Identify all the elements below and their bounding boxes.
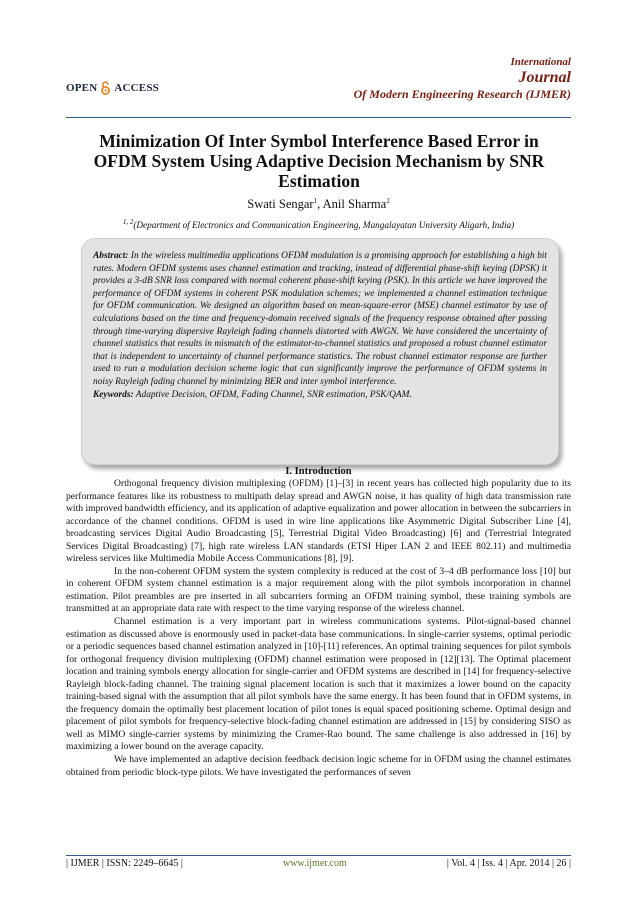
author-1-sup: 1	[313, 197, 318, 205]
paragraph: In the non-coherent OFDM system the system complexity is reduced at the cost of 3–4 dB performance loss [10] but in coherent OFDM system channel estimation is a major requirement along with the pilot symbols incorporation in channel estimation. Pilot preambles are pre inserted in all subcarriers forming an OFDM training symbol, these training symbols are transmitted at an appropriate data rate with respect to the time varying response of the wireless channel.	[66, 565, 571, 615]
header-rule	[66, 117, 571, 118]
footer-rule	[66, 855, 571, 856]
open-access-lock-icon	[100, 81, 111, 95]
section-heading: I. Introduction	[285, 466, 352, 477]
journal-line-1: International	[510, 56, 571, 68]
footer-website-link[interactable]: www.ijmer.com	[282, 858, 347, 869]
paragraph: We have implemented an adaptive decision feedback decision logic scheme for in OFDM using the channel estimates obtained from periodic block-type pilots. We have investigated the performances of seven	[66, 754, 571, 778]
footer-volume-info: | Vol. 4 | Iss. 4 | Apr. 2014 | 26 |	[446, 858, 571, 869]
open-access-logo	[66, 81, 159, 95]
affiliation-text: (Department of Electronics and Communication Engineering, Mangalayatan University Aligarh, India)	[133, 220, 515, 231]
abstract-label: Abstract:	[93, 251, 129, 261]
author-1: Swati Sengar	[247, 197, 314, 212]
paragraph: Channel estimation is a very important part in wireless communications systems. Pilot-signal-based channel estimation as discussed above is enormously used in packet-data base communications. In single-carrier systems, optimal periodic or a periodic sequences based channel estimation analyzed in [10]-[11] references. An optimal training sequences for pilot symbols for orthogonal frequency division multiplexing (OFDM) channel estimation were proposed in [12][13]. The Optimal placement location and training symbols energy allocation for single-carrier and OFDM systems are described in [14] for frequency-selective Rayleigh block-fading channel. The training signal placement location is such that it maximizes a lower bound on the capacity training-based signal with the assumption that all pilot symbols have the same energy. It has been found that in OFDM systems, in the frequency domain the optimally best placement location of pilot tones is equal spaced positioning scheme. Optimal design and placement of pilot symbols for frequency-selective block-fading channel estimation are addressed in [15] by considering SISO as well as MIMO single-carrier systems by minimizing the Cramer-Rao bound. The same challenge is also addressed in [16] by maximizing a lower bound on the average capacity.	[66, 616, 571, 753]
journal-name	[354, 56, 571, 102]
introduction-body	[66, 478, 571, 779]
paper-authors	[66, 197, 571, 212]
journal-line-2: Journal	[518, 69, 571, 86]
abstract-text: In the wireless multimedia applications OFDM modulation is a promising approach for establishing a high bit rates. Modern OFDM systems uses channel estimation and tracking, instead of differential phase-shift keying (DPSK) it provides a 3-dB SNR loss compared with normal coherent phase-shift keying (PSK). In this article we have improved the performance of OFDM systems in coherent PSK modulation schemes; we implemented a channel estimation technique for OFDM communication. We designed an algorithm based on mean-square-error (MSE) channel estimator by use of calculations based on the time and frequency-domain received signals of the frequency response obtained after passing through time-varying dispersive Rayleigh fading channels distorted with AWGN. We have considered the uncertainty of channel statistics that results in mismatch of the estimator-to-channel statistics and proposed a robust channel estimator that is independent to uncertainty of channel performance statistics. The robust channel estimator response are further used to run a modulation decision scheme logic that can significantly improve the performance of OFDM systems in noisy Rayleigh fading channel by minimizing BER and inter symbol interference.	[93, 251, 547, 387]
footer-issn: | IJMER | ISSN: 2249–6645 |	[66, 858, 183, 869]
open-access-right-text: ACCESS	[114, 82, 159, 94]
author-2: Anil Sharma	[322, 197, 387, 212]
page-footer	[66, 858, 571, 869]
keywords-text: Adaptive Decision, OFDM, Fading Channel, SNR estimation, PSK/QAM.	[133, 389, 412, 400]
affiliation-sup: 1, 2	[122, 218, 134, 226]
open-access-left-text: OPEN	[66, 82, 98, 94]
abstract	[93, 250, 547, 401]
paper-title: Minimization Of Inter Symbol Interference Based Error in OFDM System Using Adaptive Decision Mechanism by SNR Estimation	[93, 131, 545, 191]
keywords-label: Keywords:	[93, 389, 134, 400]
paragraph: Orthogonal frequency division multiplexing (OFDM) [1]–[3] in recent years has collected high popularity due to its performance features like its robustness to multipath delay spread and AWGN noise, it has quality of high data transmission rate with improved bandwidth efficiency, and its application of adaptive equalization and power allocation in between the subcarriers in accordance of the channel conditions. OFDM is used in wire line applications like Asymmetric Digital Subscriber Line [4], broadcasting services Digital Audio Broadcasting [5], Terrestrial Digital Video Broadcasting) [6] and (Terrestrial Integrated Services Digital Broadcasting) [7], high rate wireless LAN standards (ETSI Hiper LAN 2 and IEEE 802.11) and multimedia wireless services like Multimedia Mobile Access Communications [8], [9].	[66, 478, 571, 565]
affiliation	[66, 218, 571, 230]
author-separator: ,	[317, 197, 323, 212]
journal-line-3: Of Modern Engineering Research (IJMER)	[353, 87, 571, 101]
author-2-sup: 2	[386, 197, 390, 205]
journal-header	[66, 56, 571, 116]
